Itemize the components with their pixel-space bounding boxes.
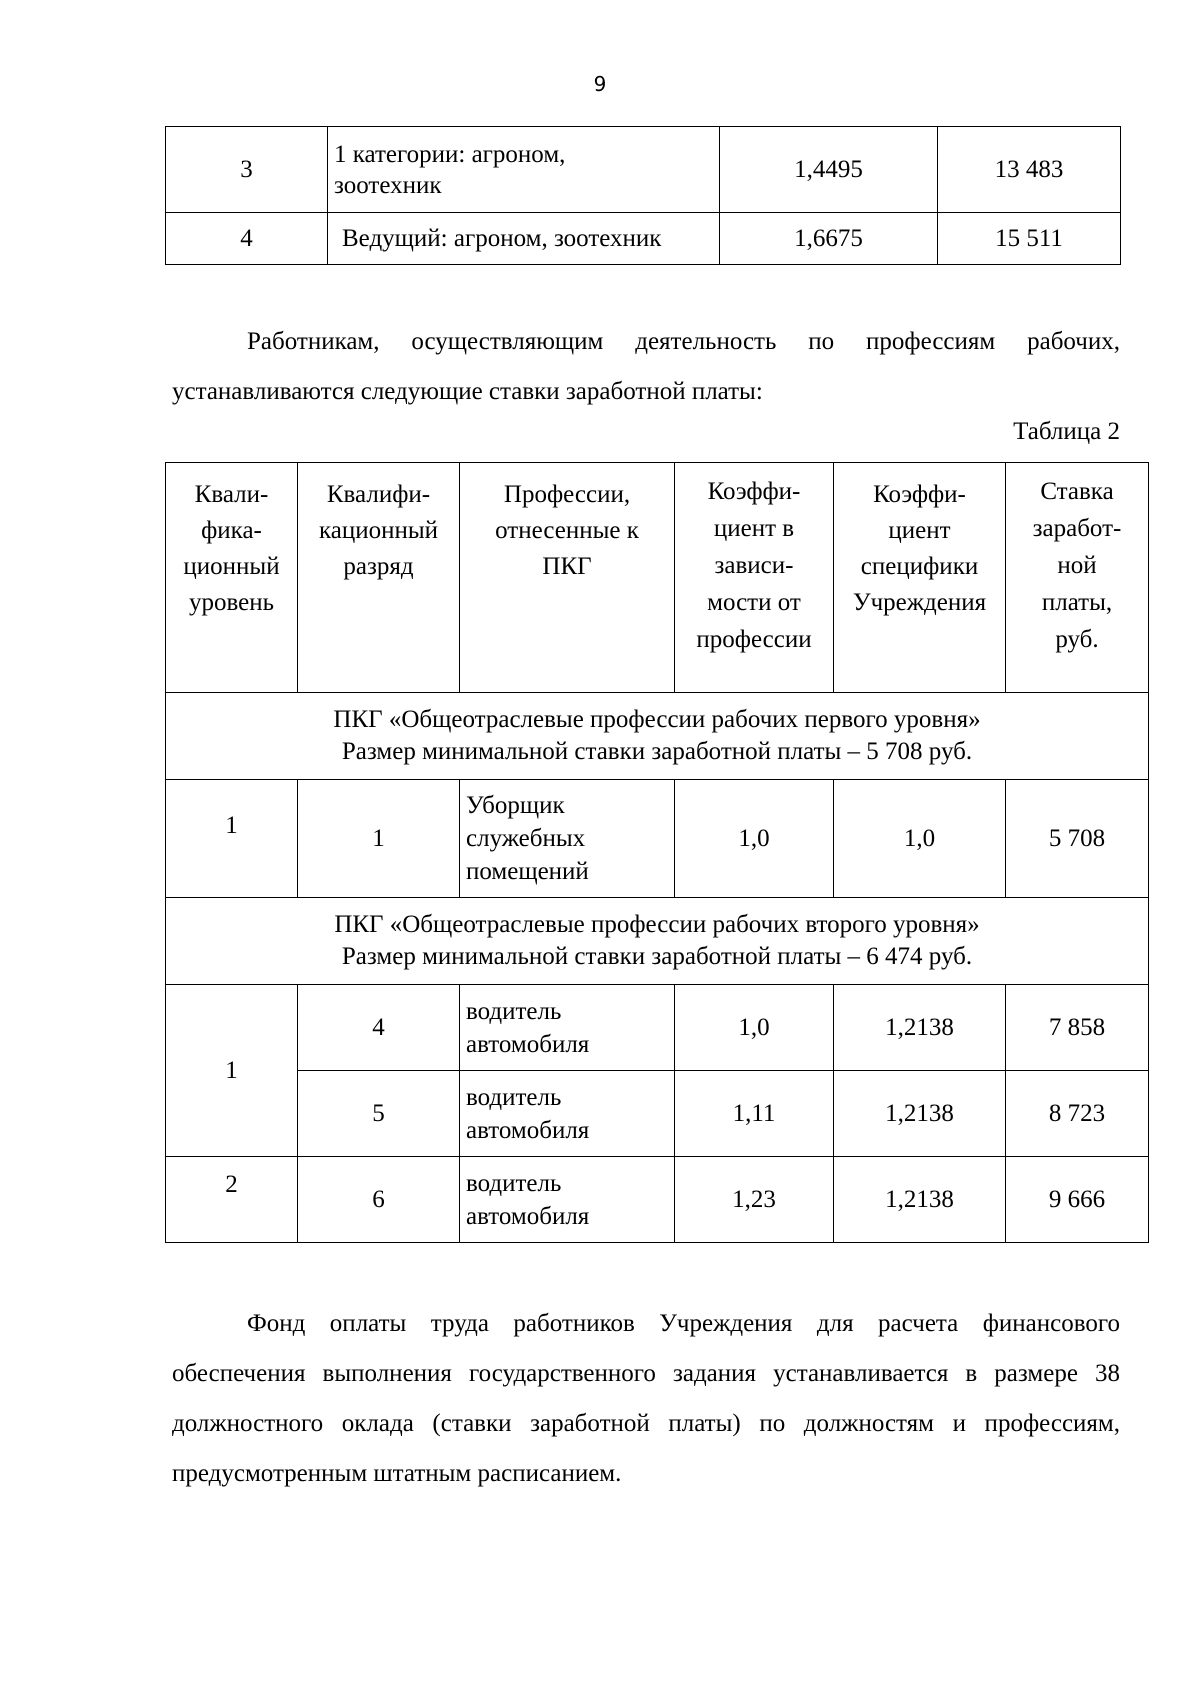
grade-cell: 6 [298,1157,460,1243]
profession-cell: водитель автомобиля [460,1157,675,1243]
header-institution-coefficient: Коэффи- циент специфики Учреждения [834,463,1006,693]
rate-cell: 9 666 [1006,1157,1149,1243]
group-title: ПКГ «Общеотраслевые профессии рабочих первого уровня» [333,706,981,733]
group-header-row [166,693,1149,780]
profession-coefficient-cell: 1,11 [675,1071,834,1157]
level-cell: 1 [166,780,298,898]
institution-coefficient-cell: 1,0 [834,780,1006,898]
table-row [166,985,1149,1071]
table-header-row [166,463,1149,693]
positions-table-continued [165,126,1121,265]
profession-cell: водитель автомобиля [460,985,675,1071]
table-row [166,213,1121,265]
table-row [166,1071,1149,1157]
institution-coefficient-cell: 1,2138 [834,985,1006,1071]
group-header [166,898,1149,985]
rate-cell: 7 858 [1006,985,1149,1071]
grade-cell: 4 [298,985,460,1071]
group-min-rate: Размер минимальной ставки заработной платы – 6 474 руб. [341,943,973,970]
group-title: ПКГ «Общеотраслевые профессии рабочих второго уровня» [334,911,980,938]
header-professions: Профессии, отнесенные к ПКГ [460,463,675,693]
table-row [166,1157,1149,1243]
level-cell: 3 [166,127,328,213]
salary-cell: 13 483 [938,127,1121,213]
level-cell: 1 [166,985,298,1157]
institution-coefficient-cell: 1,2138 [834,1071,1006,1157]
coefficient-cell: 1,6675 [720,213,938,265]
level-cell: 2 [166,1157,298,1243]
worker-rates-table [165,462,1149,1243]
profession-coefficient-cell: 1,23 [675,1157,834,1243]
header-profession-coefficient: Коэффи- циент в зависи- мости от профессии [675,463,834,693]
coefficient-cell: 1,4495 [720,127,938,213]
position-cell: 1 категории: агроном, зоотехник [328,127,720,213]
profession-coefficient-cell: 1,0 [675,985,834,1071]
table-row [166,780,1149,898]
header-salary-rate: Ставка заработ- ной платы, руб. [1006,463,1149,693]
header-qualification-grade: Квалифи- кационный разряд [298,463,460,693]
profession-coefficient-cell: 1,0 [675,780,834,898]
table-caption: Таблица 2 [1013,418,1120,445]
group-header-row [166,898,1149,985]
payroll-fund-paragraph: Фонд оплаты труда работников Учреждения для расчета финансового обеспечения выполнения государственного задания устанавливается в размере 38 должностного оклада (ставки заработной платы) по должностям и профессиям, предусмотренным штатным расписанием. [172,1310,1120,1487]
group-header [166,693,1149,780]
institution-coefficient-cell: 1,2138 [834,1157,1006,1243]
level-cell: 4 [166,213,328,265]
header-qualification-level: Квали- фика- ционный уровень [166,463,298,693]
salary-cell: 15 511 [938,213,1121,265]
grade-cell: 5 [298,1071,460,1157]
table-row [166,127,1121,213]
grade-cell: 1 [298,780,460,898]
page-number: 9 [593,72,607,96]
profession-cell: водитель автомобиля [460,1071,675,1157]
profession-cell: Уборщик служебных помещений [460,780,675,898]
rate-cell: 5 708 [1006,780,1149,898]
intro-paragraph: Работникам, осуществляющим деятельность по профессиям рабочих, устанавливаются следующие ставки заработной платы: [172,328,1120,405]
position-cell: Ведущий: агроном, зоотехник [328,213,720,265]
rate-cell: 8 723 [1006,1071,1149,1157]
group-min-rate: Размер минимальной ставки заработной платы – 5 708 руб. [341,738,973,765]
